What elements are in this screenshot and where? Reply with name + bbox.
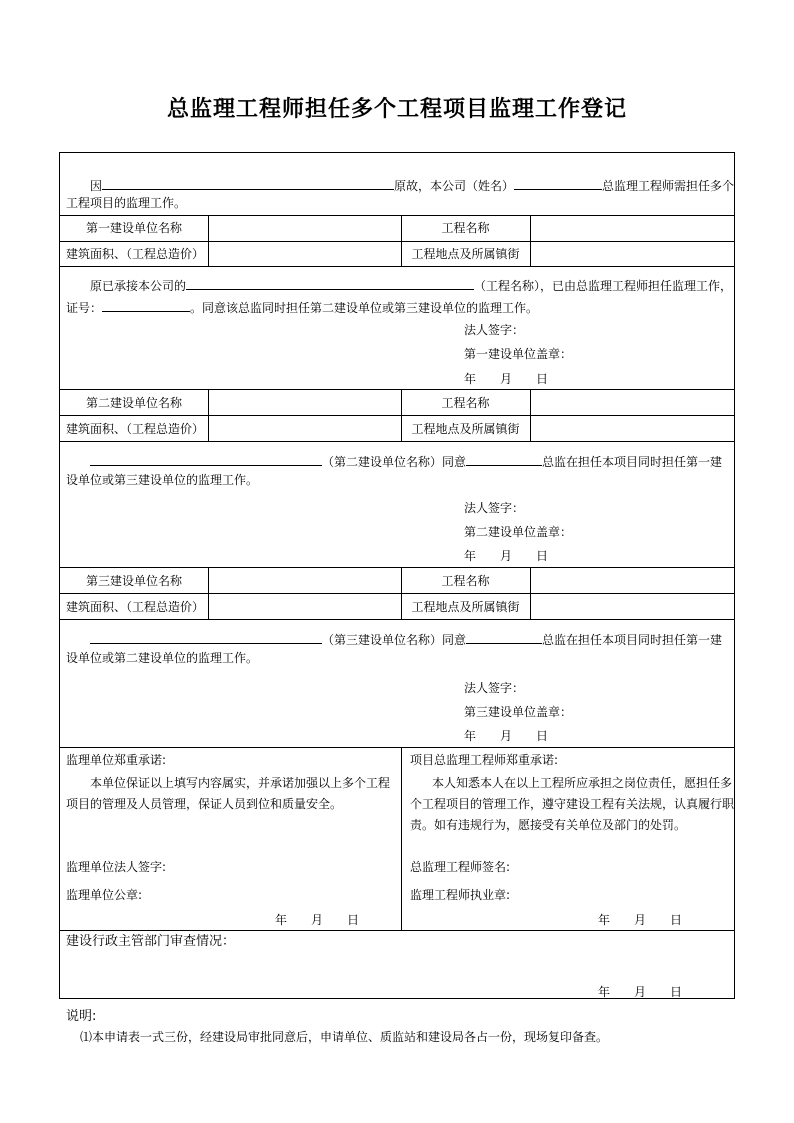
- location-label: 工程地点及所属镇街: [411, 247, 520, 261]
- chief-commit-line-1: 本人知悉本人在以上工程所应承担之岗位责任，愿担任多: [432, 776, 733, 790]
- row-divider: [60, 567, 734, 568]
- review-heading: 建设行政主管部门审查情况：: [66, 934, 236, 949]
- col-divider: [208, 389, 209, 441]
- col-divider: [530, 567, 531, 619]
- unit3-name-label: 第三建设单位名称: [85, 574, 182, 588]
- intro-line-1: [90, 177, 734, 193]
- unit1-statement-line-2: [66, 299, 538, 315]
- supervisor-commit-line-1: 本单位保证以上填写内容属实，并承诺加强以上多个工程: [90, 776, 391, 790]
- unit2-date: [464, 549, 548, 563]
- statement-text: 。同意该总监同时担任第二建设单位或第三建设单位的监理工作。: [190, 301, 539, 315]
- intro-text: 因: [90, 179, 103, 193]
- unit3-legal-sign-label: 法人签字：: [464, 681, 525, 695]
- unit2-statement-line-1: [90, 453, 722, 469]
- col-divider: [530, 215, 531, 266]
- chief-commit-heading: 项目总监理工程师郑重承诺:: [410, 753, 559, 767]
- chief-name-blank[interactable]: [514, 177, 602, 190]
- chief-sign-label: 总监理工程师签名:: [410, 860, 511, 874]
- project-name-label: 工程名称: [441, 574, 490, 588]
- row-divider: [60, 930, 734, 931]
- row-divider: [60, 593, 734, 594]
- reason-blank[interactable]: [102, 177, 394, 190]
- unit3-statement-line-1: [90, 631, 722, 647]
- statement-text: 总监在担任本项目同时担任第一建: [542, 633, 723, 647]
- row-divider: [60, 415, 734, 416]
- date-month: 月: [311, 913, 324, 927]
- unit2-legal-sign-label: 法人签字：: [464, 501, 525, 515]
- unit2-name-label: 第二建设单位名称: [85, 396, 182, 410]
- unit1-statement-line-1: [90, 277, 732, 293]
- date-month: 月: [500, 549, 513, 563]
- intro-text: 总监理工程师需担任多个: [602, 179, 735, 193]
- date-year: 年: [464, 549, 477, 563]
- unit1-legal-sign-label: 法人签字：: [464, 323, 525, 337]
- unit3-date: [464, 729, 548, 743]
- statement-text: （工程名称），已由总监理工程师担任监理工作，: [474, 279, 733, 293]
- date-day: 日: [536, 372, 549, 386]
- unit3-name-blank[interactable]: [90, 631, 322, 644]
- row-divider: [60, 619, 734, 620]
- notes-item-1: ⑴本申请表一式三份，经建设局审批同意后，申请单位、质监站和建设局各占一份，现场复印备查。: [80, 1030, 609, 1044]
- area-cost-label: 建筑面积、（工程总造价）: [66, 422, 205, 436]
- supervisor-commit-line-2: 项目的管理及人员管理，保证人员到位和质量安全。: [66, 797, 343, 811]
- supervisor-seal-label: 监理单位公章:: [66, 888, 143, 902]
- project-name-blank[interactable]: [186, 277, 474, 290]
- chief-seal-label: 监理工程师执业章:: [410, 888, 511, 902]
- date-month: 月: [500, 729, 513, 743]
- unit1-seal-label: 第一建设单位盖章：: [464, 347, 573, 361]
- intro-text: 原故，本公司（姓名）: [394, 179, 515, 193]
- date-year: 年: [275, 913, 288, 927]
- unit3-statement-line-2: 设单位或第二建设单位的监理工作。: [66, 651, 259, 665]
- date-month: 月: [500, 372, 513, 386]
- col-divider: [208, 567, 209, 619]
- chief-commit-line-3: 责。如有违规行为，愿接受有关单位及部门的处罚。: [410, 818, 687, 832]
- row-divider: [60, 266, 734, 267]
- statement-text: （第二建设单位名称）同意: [322, 455, 467, 469]
- date-day: 日: [536, 549, 549, 563]
- date-month: 月: [634, 985, 647, 999]
- row-divider: [60, 215, 734, 216]
- col-divider: [401, 747, 402, 930]
- notes-heading: 说明:: [66, 1009, 97, 1024]
- chief-commit-line-2: 个工程项目的管理工作，遵守建设工程有关法规，认真履行职: [410, 797, 735, 811]
- review-date: [598, 985, 682, 999]
- unit3-seal-label: 第三建设单位盖章：: [464, 705, 573, 719]
- date-day: 日: [536, 729, 549, 743]
- page-title: 总监理工程师担任多个工程项目监理工作登记: [166, 97, 627, 122]
- row-divider: [60, 241, 734, 242]
- supervisor-date: [275, 913, 359, 927]
- project-name-label: 工程名称: [441, 221, 490, 235]
- date-day: 日: [347, 913, 360, 927]
- date-year: 年: [598, 985, 611, 999]
- date-day: 日: [670, 913, 683, 927]
- unit2-statement-line-2: 设单位或第三建设单位的监理工作。: [66, 473, 259, 487]
- statement-text: （第三建设单位名称）同意: [322, 633, 467, 647]
- date-year: 年: [464, 729, 477, 743]
- col-divider: [208, 215, 209, 266]
- project-name-label: 工程名称: [441, 396, 490, 410]
- col-divider: [530, 389, 531, 441]
- unit1-date: [464, 372, 548, 386]
- statement-text: 证号：: [66, 301, 103, 315]
- chief-date: [598, 913, 682, 927]
- date-month: 月: [634, 913, 647, 927]
- location-label: 工程地点及所属镇街: [411, 422, 520, 436]
- unit2-seal-label: 第二建设单位盖章：: [464, 525, 573, 539]
- row-divider: [60, 441, 734, 442]
- statement-text: 原已承接本公司的: [90, 279, 187, 293]
- location-label: 工程地点及所属镇街: [411, 600, 520, 614]
- chief-blank[interactable]: [466, 631, 542, 644]
- registration-form: [59, 152, 735, 999]
- intro-line-2: 工程项目的监理工作。: [66, 196, 187, 210]
- date-year: 年: [464, 372, 477, 386]
- date-day: 日: [670, 985, 683, 999]
- certificate-blank[interactable]: [102, 299, 190, 312]
- area-cost-label: 建筑面积、（工程总造价）: [66, 600, 205, 614]
- row-divider: [60, 389, 734, 390]
- supervisor-commit-heading: 监理单位郑重承诺:: [66, 753, 167, 767]
- row-divider: [60, 747, 734, 748]
- unit1-name-label: 第一建设单位名称: [85, 221, 182, 235]
- supervisor-legal-sign-label: 监理单位法人签字:: [66, 860, 167, 874]
- statement-text: 总监在担任本项目同时担任第一建: [542, 455, 723, 469]
- chief-blank[interactable]: [466, 453, 542, 466]
- area-cost-label: 建筑面积、（工程总造价）: [66, 247, 205, 261]
- unit2-name-blank[interactable]: [90, 453, 322, 466]
- date-year: 年: [598, 913, 611, 927]
